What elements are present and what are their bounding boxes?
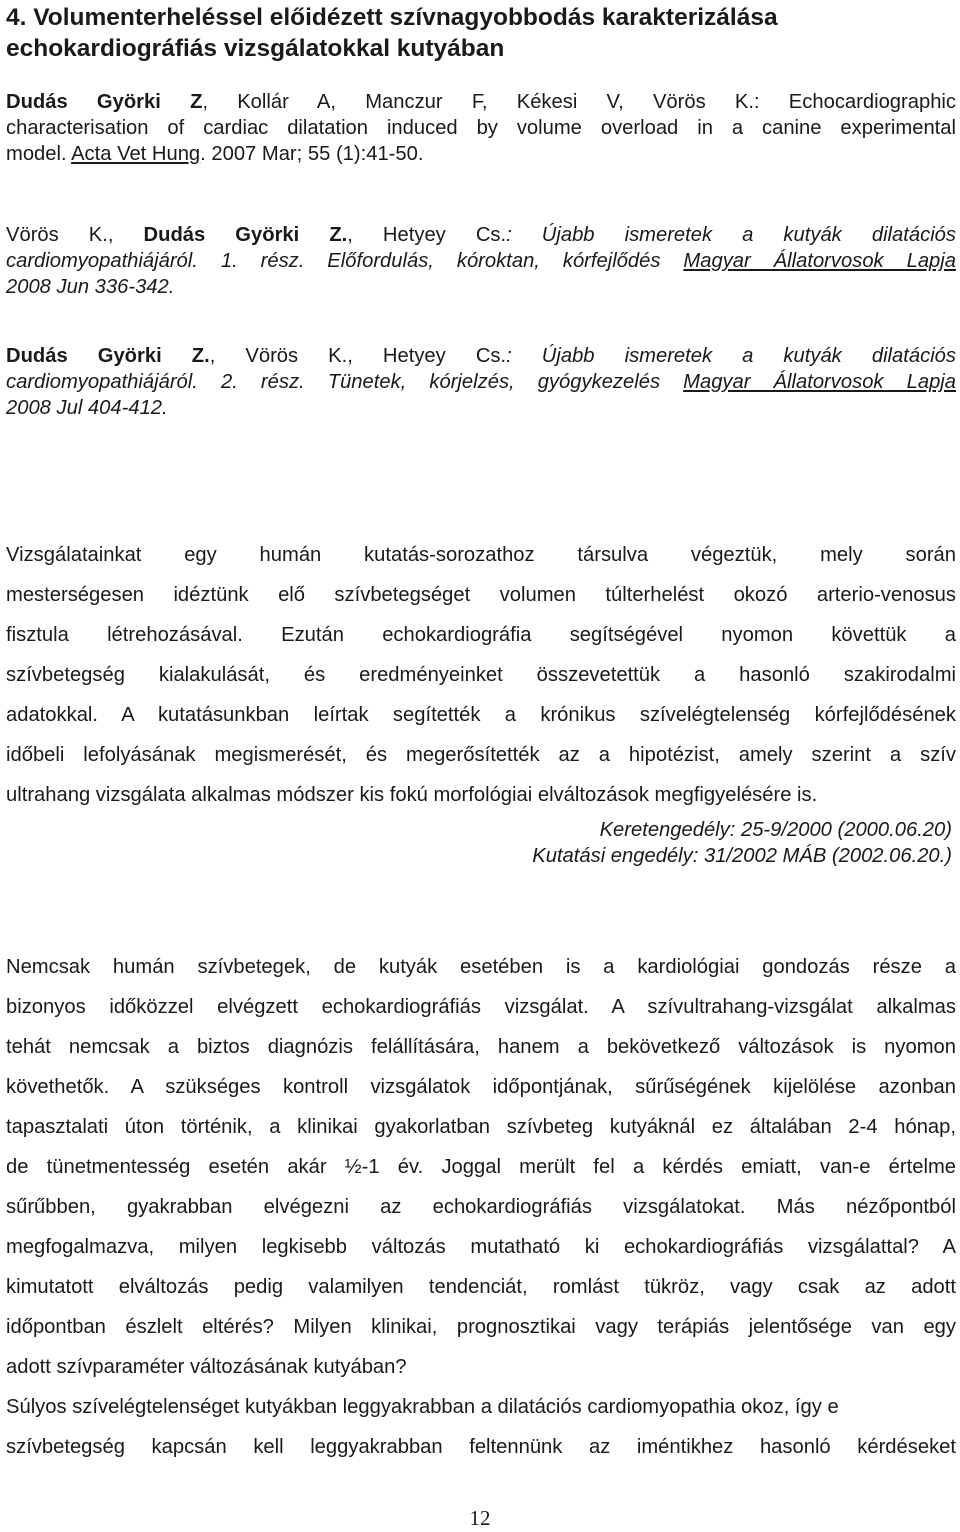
paragraph-2-line: tapasztalati úton történik, a klinikai gyakorlatban szívbeteg kutyáknál ez általában 2-4 hónap, — [6, 1116, 956, 1138]
reference-1-journal-link[interactable]: Acta Vet Hung — [71, 143, 201, 165]
reference-2-separator-2: , Hetyey Cs. — [347, 224, 507, 246]
paragraph-2-line: adott szívparaméter változásának kutyában? — [6, 1356, 407, 1378]
reference-1-coauthors: , Kollár A, Manczur F, Kékesi V, Vörös K. — [202, 91, 754, 113]
reference-3-separator-1: , Vörös K., Hetyey Cs. — [209, 345, 507, 367]
reference-2-details: 2008 Jun 336-342. — [6, 276, 175, 298]
paragraph-1-line: ultrahang vizsgálata alkalmas módszer kis fokú morfológiai elváltozások megfigyelésére is. — [6, 784, 818, 806]
paragraph-2-line: szívbetegség kapcsán kell leggyakrabban feltennünk az iméntikhez hasonló kérdéseket — [6, 1436, 956, 1458]
paragraph-1-line: fisztula létrehozásával. Ezután echokardiográfia segítségével nyomon követtük a — [6, 624, 956, 646]
reference-3-author-1: Dudás Györki Z. — [6, 345, 210, 367]
reference-1-title-part-2: characterisation of cardiac dilatation induced by volume overload in a canine experimental — [6, 117, 956, 139]
chapter-title-line-2: echokardiográfiás vizsgálatokkal kutyában — [6, 35, 505, 62]
paragraph-2-line: tehát nemcsak a biztos diagnózis felállítására, hanem a bekövetkező változások is nyomon — [6, 1036, 956, 1058]
reference-3-title-part-2: cardiomyopathiájáról. 2. rész. Tünetek, kórjelzés, gyógykezelés — [6, 371, 684, 393]
chapter-title — [6, 2, 956, 64]
paragraph-1-line: szívbetegség kialakulását, és eredményeinket összevetettük a hasonló szakirodalmi — [6, 664, 956, 686]
reference-2-title-part-1: : Újabb ismeretek a kutyák dilatációs — [506, 224, 957, 246]
paragraph-2-line: követhetők. A szükséges kontroll vizsgálatok időpontjának, sűrűségének kijelölése azonban — [6, 1076, 956, 1098]
reference-3-title-part-1: : Újabb ismeretek a kutyák dilatációs — [506, 345, 957, 367]
paragraph-2-line: Súlyos szívelégtelenséget kutyákban leggyakrabban a dilatációs cardiomyopathia okoz, így e — [6, 1396, 839, 1418]
reference-2-journal-link[interactable]: Magyar Állatorvosok Lapja — [683, 250, 956, 272]
page-number: 12 — [469, 1506, 491, 1530]
paragraph-1-line: Vizsgálatainkat egy humán kutatás-sorozathoz társulva végeztük, mely során — [6, 544, 956, 566]
reference-2 — [6, 222, 956, 300]
research-permit: Kutatási engedély: 31/2002 MÁB (2002.06.20.) — [532, 845, 952, 867]
permit-info — [532, 817, 952, 869]
reference-3-details: 2008 Jul 404-412. — [6, 397, 168, 419]
reference-2-author-2: Dudás Györki Z. — [143, 224, 348, 246]
paragraph-2-line: időpontban észlelt eltérés? Milyen klinikai, prognosztikai vagy terápiás jelentősége van egy — [6, 1316, 956, 1338]
reference-1 — [6, 89, 956, 167]
chapter-title-line-1: 4. Volumenterheléssel előidézett szívnagyobbodás karakterizálása — [6, 4, 778, 31]
paragraph-research-summary — [6, 535, 956, 815]
paragraph-2-line: Nemcsak humán szívbetegek, de kutyák esetében is a kardiológiai gondozás része a — [6, 956, 956, 978]
paragraph-1-line: időbeli lefolyásának megismerését, és megerősítették az a hipotézist, amely szerint a szív — [6, 744, 956, 766]
paragraph-2-line: kimutatott elváltozás pedig valamilyen tendenciát, romlást tükröz, vagy csak az adott — [6, 1276, 956, 1298]
paragraph-1-line: mesterségesen idéztünk elő szívbetegséget volumen túlterhelést okozó arterio-venosus — [6, 584, 956, 606]
paragraph-2-line: de tünetmentesség esetén akár ½-1 év. Joggal merült fel a kérdés emiatt, van-e értelme — [6, 1156, 956, 1178]
paragraph-2-line: bizonyos időközzel elvégzett echokardiográfiás vizsgálat. A szívultrahang-vizsgálat alkalmas — [6, 996, 956, 1018]
reference-2-separator-1: , — [107, 224, 144, 246]
reference-2-title-part-2: cardiomyopathiájáról. 1. rész. Előfordulás, kóroktan, kórfejlődés — [6, 250, 684, 272]
reference-1-lead-author: Dudás Györki Z — [6, 91, 203, 113]
paragraph-2-line: sűrűbben, gyakrabban elvégezni az echokardiográfiás vizsgálatokat. Más nézőpontból — [6, 1196, 956, 1218]
reference-3-journal-link[interactable]: Magyar Állatorvosok Lapja — [683, 371, 957, 393]
paragraph-1-line: adatokkal. A kutatásunkban leírtak segítették a krónikus szívelégtelenség kórfejlődésének — [6, 704, 956, 726]
reference-1-title-part-3: model. — [6, 143, 67, 165]
paragraph-introduction — [6, 947, 956, 1467]
paragraph-2-line: megfogalmazva, milyen legkisebb változás mutatható ki echokardiográfiás vizsgálattal? A — [6, 1236, 956, 1258]
reference-1-title-part-1: : Echocardiographic — [753, 91, 957, 113]
reference-3 — [6, 343, 956, 421]
reference-2-author-1: Vörös K. — [6, 224, 108, 246]
reference-1-details: . 2007 Mar; 55 (1):41-50. — [200, 143, 424, 165]
framework-permit: Keretengedély: 25-9/2000 (2000.06.20) — [599, 819, 952, 841]
